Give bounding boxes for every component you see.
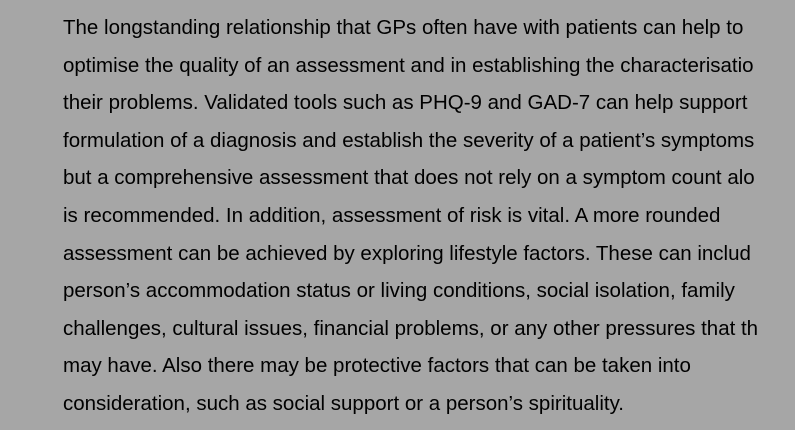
paragraph-line: consideration, such as social support or a person’s spirituality. — [63, 391, 624, 415]
body-paragraph — [63, 9, 795, 423]
paragraph-line: challenges, cultural issues, financial problems, or any other pressures that th — [63, 316, 759, 340]
paragraph-line: formulation of a diagnosis and establish the severity of a patient’s symptoms — [63, 128, 755, 152]
paragraph-line: may have. Also there may be protective factors that can be taken into — [63, 354, 691, 378]
paragraph-line: is recommended. In addition, assessment of risk is vital. A more rounded — [63, 203, 721, 227]
paragraph-line: assessment can be achieved by exploring lifestyle factors. These can includ — [63, 241, 751, 265]
paragraph-line: but a comprehensive assessment that does not rely on a symptom count alo — [63, 166, 755, 190]
paragraph-line: person’s accommodation status or living conditions, social isolation, family — [63, 279, 735, 303]
paragraph-line: The longstanding relationship that GPs often have with patients can help to — [63, 16, 744, 39]
paragraph-line: their problems. Validated tools such as PHQ-9 and GAD-7 can help support — [63, 91, 748, 115]
paragraph-line: optimise the quality of an assessment and in establishing the characterisatio — [63, 53, 754, 77]
